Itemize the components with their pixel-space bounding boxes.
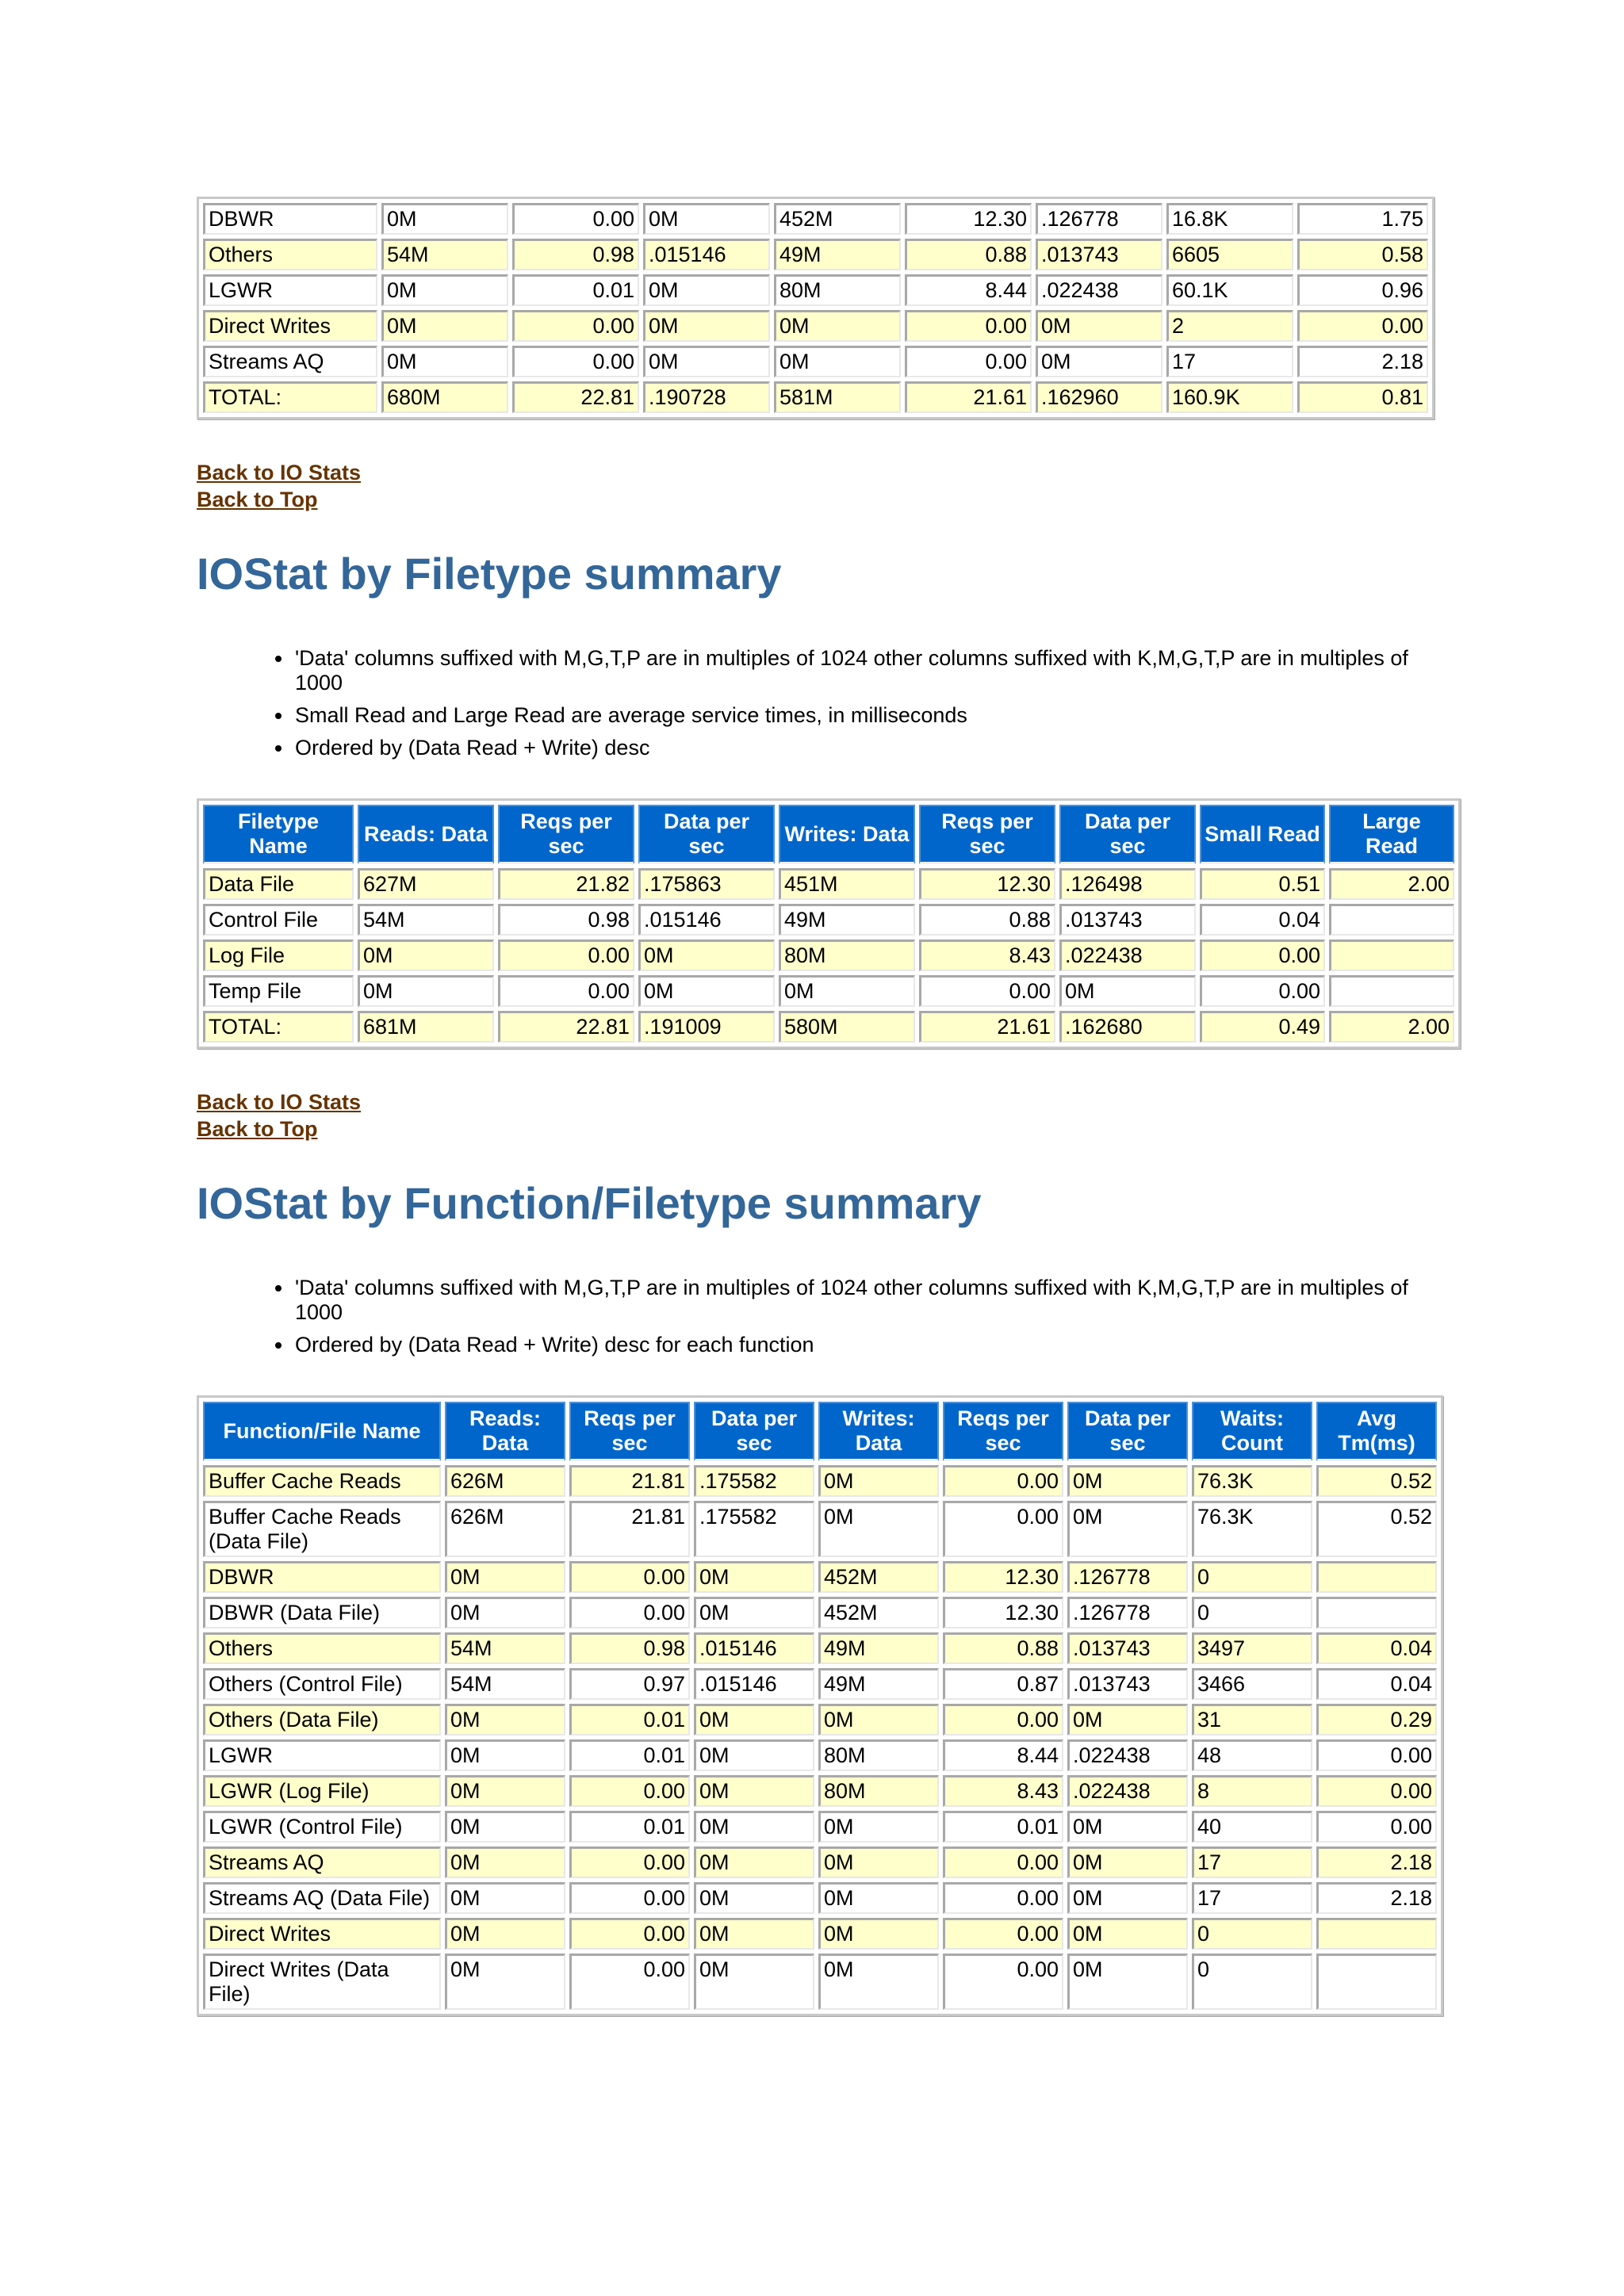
table-cell: 0.88 (943, 1632, 1063, 1664)
table-cell: Streams AQ (203, 1846, 441, 1878)
table-cell: 0M (381, 310, 508, 342)
table-cell: 21.81 (569, 1465, 690, 1497)
table-cell: 54M (445, 1632, 565, 1664)
table-cell: Streams AQ (203, 346, 377, 377)
table-cell: .022438 (1036, 274, 1162, 306)
column-header: Reads: Data (445, 1402, 565, 1461)
table-cell: 0.01 (569, 1704, 690, 1735)
table-cell: 2.18 (1316, 1846, 1437, 1878)
table-cell: 8.44 (943, 1739, 1063, 1771)
table-cell: DBWR (203, 203, 377, 235)
table-cell: TOTAL: (203, 381, 377, 413)
table-cell: 0.00 (512, 203, 639, 235)
table-cell: Direct Writes (203, 310, 377, 342)
table-cell: 54M (381, 239, 508, 270)
table-cell (1329, 939, 1454, 971)
table-cell: 0M (638, 975, 775, 1007)
table-cell: .175582 (694, 1465, 814, 1497)
table-cell: 49M (774, 239, 901, 270)
table-cell: 8 (1192, 1775, 1312, 1807)
table-cell: .015146 (694, 1632, 814, 1664)
table-row (203, 904, 1454, 936)
table-row (203, 939, 1454, 971)
table-cell: 8.44 (905, 274, 1032, 306)
table-cell: 0.96 (1297, 274, 1428, 306)
table-cell: 0M (1067, 1501, 1188, 1557)
table-row (203, 346, 1428, 377)
table-cell: 680M (381, 381, 508, 413)
table-cell: 6605 (1166, 239, 1293, 270)
table-cell: 0M (694, 1811, 814, 1843)
filetype-notes (197, 646, 1430, 760)
table-cell: .126498 (1059, 868, 1196, 900)
table-cell: 0M (694, 1739, 814, 1771)
table-cell: 3466 (1192, 1668, 1312, 1700)
table-cell: Buffer Cache Reads (Data File) (203, 1501, 441, 1557)
table-cell: 80M (818, 1775, 939, 1807)
table-cell: 49M (779, 904, 915, 936)
table-cell: 0.00 (512, 310, 639, 342)
table-cell: 0M (694, 1704, 814, 1735)
table-cell (1316, 1597, 1437, 1628)
table-cell: .013743 (1067, 1668, 1188, 1700)
table-cell: 0.98 (512, 239, 639, 270)
table-cell: .022438 (1059, 939, 1196, 971)
report-page (197, 197, 1450, 2016)
back-to-top-link[interactable]: Back to Top (197, 488, 318, 511)
table-cell: 0.01 (943, 1811, 1063, 1843)
table-row (203, 1011, 1454, 1043)
table-cell: Direct Writes (203, 1918, 441, 1950)
table-cell: 0.01 (512, 274, 639, 306)
table-cell: 76.3K (1192, 1465, 1312, 1497)
table-cell: LGWR (Log File) (203, 1775, 441, 1807)
table-cell: 0M (445, 1775, 565, 1807)
table-row (203, 381, 1428, 413)
table-cell: 0M (445, 1882, 565, 1914)
table-row (203, 310, 1428, 342)
table-cell: 0M (445, 1918, 565, 1950)
table-cell: 681M (358, 1011, 494, 1043)
table-row (203, 1668, 1437, 1700)
table-cell: 0M (774, 310, 901, 342)
table-cell: 0M (445, 1704, 565, 1735)
table-row (203, 1597, 1437, 1628)
table-cell: 0.00 (943, 1882, 1063, 1914)
column-header: Large Read (1329, 805, 1454, 864)
table-row (203, 1501, 1437, 1557)
table-cell: .126778 (1036, 203, 1162, 235)
table-cell: 17 (1192, 1882, 1312, 1914)
table-cell: LGWR (203, 1739, 441, 1771)
table-cell: 0M (1067, 1846, 1188, 1878)
nav-links (197, 1089, 1430, 1142)
table-cell: 0M (1067, 1882, 1188, 1914)
back-to-io-stats-link[interactable]: Back to IO Stats (197, 1090, 362, 1114)
function-filetype-notes (197, 1276, 1430, 1357)
table-cell: 31 (1192, 1704, 1312, 1735)
table-cell: DBWR (Data File) (203, 1597, 441, 1628)
column-header: Avg Tm(ms) (1316, 1402, 1437, 1461)
table-cell: 0.87 (943, 1668, 1063, 1700)
filetype-summary-heading: IOStat by Filetype summary (197, 549, 782, 599)
table-cell: .013743 (1067, 1632, 1188, 1664)
table-cell: 80M (774, 274, 901, 306)
table-cell: 0M (1059, 975, 1196, 1007)
note-item: • 'Data' columns suffixed with M,G,T,P are in multiples of 1024 other columns suffixed with K,M,G,T,P are in multiples of 1000 (293, 1276, 1430, 1325)
table-cell: 0.52 (1316, 1465, 1437, 1497)
table-cell: 0M (694, 1918, 814, 1950)
table-cell: 0M (1067, 1465, 1188, 1497)
table-cell: 0M (638, 939, 775, 971)
table-cell: 0.00 (1316, 1775, 1437, 1807)
table-cell (1329, 975, 1454, 1007)
column-header: Data per sec (694, 1402, 814, 1461)
table-cell: 0 (1192, 1918, 1312, 1950)
table-cell: 80M (818, 1739, 939, 1771)
table-cell: 0.29 (1316, 1704, 1437, 1735)
table-cell: 0.00 (943, 1846, 1063, 1878)
table-cell: 0.04 (1316, 1668, 1437, 1700)
table-cell: 626M (445, 1501, 565, 1557)
table-cell: 0M (694, 1846, 814, 1878)
table-cell: 0.04 (1316, 1632, 1437, 1664)
note-item: • 'Data' columns suffixed with M,G,T,P are in multiples of 1024 other columns suffixed with K,M,G,T,P are in multiples of 1000 (293, 646, 1430, 695)
table-cell: 76.3K (1192, 1501, 1312, 1557)
nav-links (197, 459, 1430, 513)
table-cell: 2 (1166, 310, 1293, 342)
table-cell: 580M (779, 1011, 915, 1043)
table-cell (1316, 1954, 1437, 2010)
table-cell: 0.00 (1297, 310, 1428, 342)
table-row (203, 975, 1454, 1007)
table-row (203, 1465, 1437, 1497)
table-cell: DBWR (203, 1561, 441, 1593)
table-cell: Log File (203, 939, 354, 971)
table-cell: 0M (445, 1561, 565, 1593)
table-cell: 0M (1067, 1811, 1188, 1843)
column-header: Reqs per sec (919, 805, 1055, 864)
table-cell: 48 (1192, 1739, 1312, 1771)
table-cell: 0.88 (905, 239, 1032, 270)
table-cell: 21.81 (569, 1501, 690, 1557)
table-row (203, 1811, 1437, 1843)
table-cell: 0.00 (498, 975, 634, 1007)
note-item: • Ordered by (Data Read + Write) desc for each function (293, 1333, 1430, 1357)
table-cell: .175863 (638, 868, 775, 900)
table-cell: 0.00 (569, 1775, 690, 1807)
table-cell: 0 (1192, 1954, 1312, 2010)
table-cell: 8.43 (943, 1775, 1063, 1807)
iostat-function-summary-table (197, 197, 1434, 419)
iostat-function-filetype-table (197, 1395, 1443, 2016)
table-cell: 2.00 (1329, 1011, 1454, 1043)
table-cell: 0.00 (943, 1465, 1063, 1497)
table-row (203, 274, 1428, 306)
table-cell: 0.00 (512, 346, 639, 377)
table-cell: 60.1K (1166, 274, 1293, 306)
column-header: Filetype Name (203, 805, 354, 864)
table-cell: 0M (1067, 1704, 1188, 1735)
table-cell: TOTAL: (203, 1011, 354, 1043)
table-cell: 0M (381, 203, 508, 235)
table-row (203, 1739, 1437, 1771)
table-cell: .162680 (1059, 1011, 1196, 1043)
table-cell: 0M (358, 939, 494, 971)
column-header: Reqs per sec (498, 805, 634, 864)
table-cell: .190728 (643, 381, 770, 413)
table-cell: 80M (779, 939, 915, 971)
table-cell: 54M (358, 904, 494, 936)
back-to-io-stats-link[interactable]: Back to IO Stats (197, 461, 362, 484)
table-cell: 0M (445, 1811, 565, 1843)
table-cell: 12.30 (943, 1597, 1063, 1628)
column-header: Data per sec (1059, 805, 1196, 864)
table-cell: 8.43 (919, 939, 1055, 971)
table-cell: 0M (818, 1882, 939, 1914)
table-cell: 0M (774, 346, 901, 377)
table-cell: .013743 (1059, 904, 1196, 936)
table-cell: 0M (818, 1811, 939, 1843)
column-header: Reqs per sec (569, 1402, 690, 1461)
table-cell: 0.00 (943, 1918, 1063, 1950)
table-cell: 2.18 (1297, 346, 1428, 377)
table-cell: 0M (643, 310, 770, 342)
table-cell: 0M (1067, 1918, 1188, 1950)
column-header: Small Read (1200, 805, 1325, 864)
table-cell: .022438 (1067, 1775, 1188, 1807)
table-cell: 54M (445, 1668, 565, 1700)
column-header: Function/File Name (203, 1402, 441, 1461)
table-cell: 0M (818, 1704, 939, 1735)
table-cell: 452M (818, 1597, 939, 1628)
table-cell: 0M (445, 1846, 565, 1878)
table-cell: 0.98 (569, 1632, 690, 1664)
table-cell: 17 (1166, 346, 1293, 377)
table-cell: 0M (779, 975, 915, 1007)
table-cell: 0.00 (919, 975, 1055, 1007)
table-cell: 0M (818, 1918, 939, 1950)
table-cell: LGWR (Control File) (203, 1811, 441, 1843)
table-cell: 17 (1192, 1846, 1312, 1878)
table-cell: Buffer Cache Reads (203, 1465, 441, 1497)
table-cell: Direct Writes (Data File) (203, 1954, 441, 2010)
table-row (203, 203, 1428, 235)
table-cell: 626M (445, 1465, 565, 1497)
table-cell: 12.30 (905, 203, 1032, 235)
function-filetype-summary-heading: IOStat by Function/Filetype summary (197, 1178, 982, 1228)
table-cell: 0.00 (905, 346, 1032, 377)
table-cell: 0M (694, 1882, 814, 1914)
table-row (203, 1632, 1437, 1664)
table-cell: 21.61 (919, 1011, 1055, 1043)
column-header: Writes: Data (818, 1402, 939, 1461)
table-cell: 0M (643, 203, 770, 235)
table-cell: Temp File (203, 975, 354, 1007)
table-cell: 0M (445, 1597, 565, 1628)
table-cell: 3497 (1192, 1632, 1312, 1664)
table-cell: Others (203, 1632, 441, 1664)
table-cell: .015146 (638, 904, 775, 936)
table-cell: 0.98 (498, 904, 634, 936)
table-cell: 0.00 (569, 1561, 690, 1593)
table-cell: LGWR (203, 274, 377, 306)
table-cell: 0.04 (1200, 904, 1325, 936)
table-cell: 0M (694, 1561, 814, 1593)
table-cell: 0.00 (569, 1846, 690, 1878)
table-cell: 0.00 (943, 1954, 1063, 2010)
iostat-filetype-summary-table (197, 798, 1461, 1049)
table-cell: 451M (779, 868, 915, 900)
table-cell: 0.00 (1200, 975, 1325, 1007)
table-cell: 627M (358, 868, 494, 900)
table-cell: .126778 (1067, 1597, 1188, 1628)
table-cell: .022438 (1067, 1739, 1188, 1771)
table-cell: 452M (818, 1561, 939, 1593)
table-row (203, 1846, 1437, 1878)
table-cell: 0M (694, 1597, 814, 1628)
table-cell: 0.00 (569, 1918, 690, 1950)
table-cell: 0M (381, 274, 508, 306)
table-cell: 1.75 (1297, 203, 1428, 235)
table-cell: 0.00 (569, 1954, 690, 2010)
table-cell: 12.30 (919, 868, 1055, 900)
table-cell: 2.00 (1329, 868, 1454, 900)
table-cell: 0.00 (498, 939, 634, 971)
table-cell: 49M (818, 1632, 939, 1664)
note-item: • Small Read and Large Read are average service times, in milliseconds (293, 703, 1430, 728)
table-row (203, 1954, 1437, 2010)
table-cell: .191009 (638, 1011, 775, 1043)
table-cell: Data File (203, 868, 354, 900)
table-cell: .126778 (1067, 1561, 1188, 1593)
table-cell: 0M (1036, 346, 1162, 377)
table-cell: 0M (818, 1954, 939, 2010)
table-cell: 0M (694, 1954, 814, 2010)
table-cell: 581M (774, 381, 901, 413)
table-row (203, 1775, 1437, 1807)
table-cell: Others (Data File) (203, 1704, 441, 1735)
table-cell: 0M (381, 346, 508, 377)
table-cell: 160.9K (1166, 381, 1293, 413)
table-cell: 0 (1192, 1561, 1312, 1593)
table-cell: 22.81 (498, 1011, 634, 1043)
column-header: Data per sec (638, 805, 775, 864)
table-cell: 0M (694, 1775, 814, 1807)
table-cell: 0M (1067, 1954, 1188, 2010)
table-cell: 0M (1036, 310, 1162, 342)
table-cell: 0.51 (1200, 868, 1325, 900)
table-cell: 0.00 (943, 1704, 1063, 1735)
table-row (203, 1918, 1437, 1950)
table-cell: 0.49 (1200, 1011, 1325, 1043)
column-header: Data per sec (1067, 1402, 1188, 1461)
table-row (203, 1882, 1437, 1914)
table-cell: .013743 (1036, 239, 1162, 270)
table-cell: 0M (818, 1465, 939, 1497)
table-cell: Streams AQ (Data File) (203, 1882, 441, 1914)
table-cell: Control File (203, 904, 354, 936)
table-cell: 16.8K (1166, 203, 1293, 235)
note-item: • Ordered by (Data Read + Write) desc (293, 736, 1430, 760)
table-row (203, 868, 1454, 900)
table-cell: 0M (818, 1846, 939, 1878)
back-to-top-link[interactable]: Back to Top (197, 1117, 318, 1141)
column-header: Reqs per sec (943, 1402, 1063, 1461)
table-cell: 21.82 (498, 868, 634, 900)
table-cell: 40 (1192, 1811, 1312, 1843)
table-cell: 0M (643, 346, 770, 377)
table-cell: 21.61 (905, 381, 1032, 413)
table-cell: 22.81 (512, 381, 639, 413)
table-cell: 0.58 (1297, 239, 1428, 270)
table-row (203, 239, 1428, 270)
table-cell: .015146 (643, 239, 770, 270)
table-cell: 0 (1192, 1597, 1312, 1628)
column-header: Writes: Data (779, 805, 915, 864)
table-cell: 0.88 (919, 904, 1055, 936)
table-cell: 0.01 (569, 1739, 690, 1771)
table-cell: 0.00 (1316, 1811, 1437, 1843)
table-cell: 0M (643, 274, 770, 306)
table-cell: 2.18 (1316, 1882, 1437, 1914)
table-cell: 12.30 (943, 1561, 1063, 1593)
table-cell: 0.01 (569, 1811, 690, 1843)
table-cell: 452M (774, 203, 901, 235)
table-row (203, 1561, 1437, 1593)
table-cell: .175582 (694, 1501, 814, 1557)
table-cell: 0.00 (569, 1597, 690, 1628)
table-cell: 0M (818, 1501, 939, 1557)
table-cell: 0.00 (569, 1882, 690, 1914)
table-cell: 0.97 (569, 1668, 690, 1700)
table-cell (1316, 1561, 1437, 1593)
table-cell: 0.00 (943, 1501, 1063, 1557)
table-cell: 0.00 (905, 310, 1032, 342)
table-cell (1329, 904, 1454, 936)
table-cell: 0.52 (1316, 1501, 1437, 1557)
table-cell: .015146 (694, 1668, 814, 1700)
table-row (203, 1704, 1437, 1735)
table-cell: 0.81 (1297, 381, 1428, 413)
table-cell (1316, 1918, 1437, 1950)
column-header: Waits: Count (1192, 1402, 1312, 1461)
table-cell: 0M (445, 1954, 565, 2010)
table-cell: Others (203, 239, 377, 270)
table-cell: 0.00 (1200, 939, 1325, 971)
table-cell: .162960 (1036, 381, 1162, 413)
table-cell: 0.00 (1316, 1739, 1437, 1771)
table-cell: 0M (358, 975, 494, 1007)
column-header: Reads: Data (358, 805, 494, 864)
table-cell: 0M (445, 1739, 565, 1771)
table-cell: Others (Control File) (203, 1668, 441, 1700)
table-cell: 49M (818, 1668, 939, 1700)
